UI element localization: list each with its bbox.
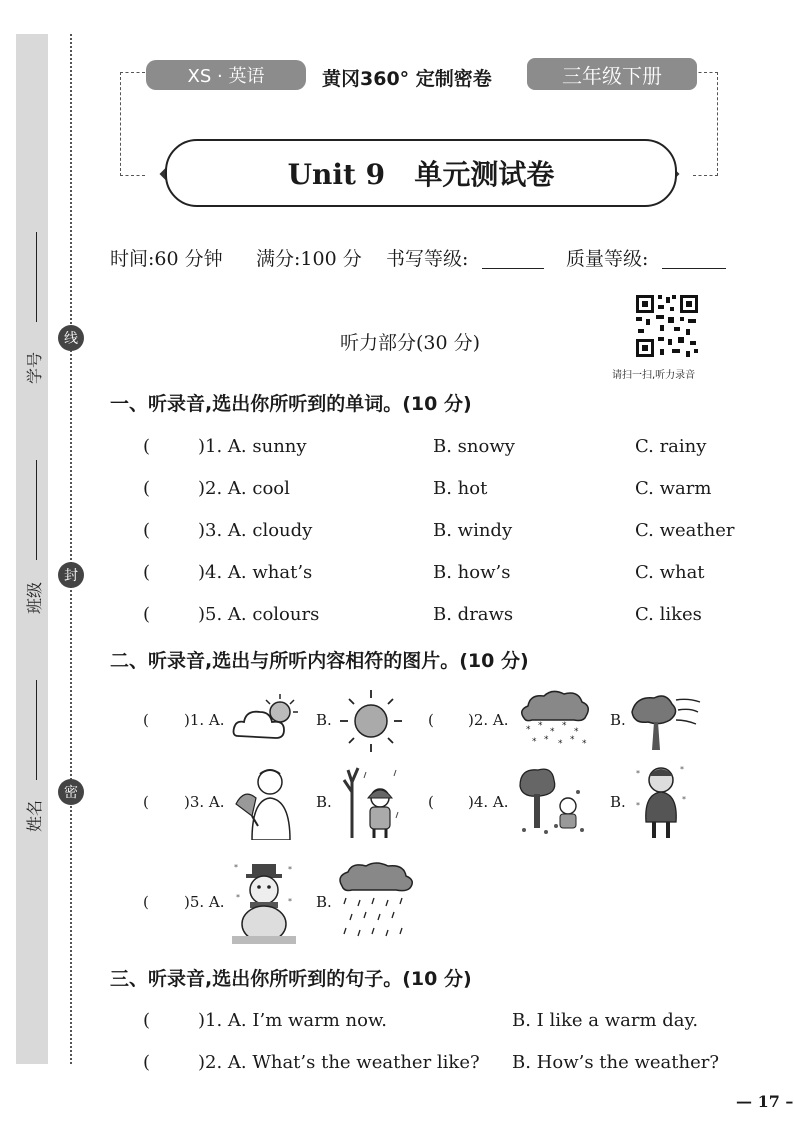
- time-info: 时间:60 分钟: [110, 248, 223, 270]
- rain-cloud-icon[interactable]: [336, 860, 416, 944]
- sun-icon[interactable]: [338, 688, 404, 754]
- s2-q4-a-label: )4. A.: [468, 793, 509, 811]
- s1-q2-b: B. hot: [433, 478, 488, 499]
- header-bracket-right: [693, 72, 718, 176]
- s1-q5-a: )5. A. colours: [198, 604, 320, 625]
- page-title: Unit 9 单元测试卷: [165, 139, 677, 207]
- s3-q1-paren[interactable]: (: [143, 1010, 151, 1031]
- s1-q5-paren[interactable]: (: [143, 604, 151, 625]
- score-info: 满分:100 分: [256, 248, 362, 270]
- writing-grade-blank[interactable]: [482, 250, 544, 269]
- s2-q5-b-label: B.: [316, 893, 332, 911]
- class-line: [36, 460, 37, 560]
- name-line: [36, 680, 37, 780]
- student-id-line: [36, 232, 37, 322]
- quality-grade-label: 质量等级:: [566, 248, 649, 270]
- student-id-label: 学号: [25, 351, 44, 384]
- s2-q4-paren[interactable]: (: [428, 793, 434, 811]
- svg-text:*: *: [550, 727, 555, 737]
- quality-grade-blank[interactable]: [662, 250, 726, 269]
- header-bracket-left: [120, 72, 145, 176]
- subject-badge: XS · 英语: [146, 60, 306, 90]
- s3-q2-b: B. How’s the weather?: [512, 1052, 720, 1073]
- s2-q2-b-label: B.: [610, 711, 626, 729]
- section2-heading: 二、听录音,选出与所听内容相符的图片。(10 分): [110, 650, 529, 672]
- seal-line-mark: 线: [58, 325, 84, 351]
- svg-text:*: *: [582, 739, 587, 749]
- s3-q2-paren[interactable]: (: [143, 1052, 151, 1073]
- s2-q1-paren[interactable]: (: [143, 711, 149, 729]
- s2-q4-b-label: B.: [610, 793, 626, 811]
- page-number: — 17 –: [736, 1092, 794, 1111]
- svg-text:*: *: [538, 721, 543, 731]
- svg-text:*: *: [682, 795, 686, 804]
- s3-q1-b: B. I like a warm day.: [512, 1010, 699, 1031]
- s1-q5-c: C. likes: [635, 604, 702, 625]
- windy-tree-icon[interactable]: [626, 690, 702, 752]
- s1-q3-a: )3. A. cloudy: [198, 520, 313, 541]
- cold-child-icon[interactable]: [634, 762, 688, 840]
- svg-text:*: *: [288, 865, 292, 874]
- binding-strip: [16, 34, 48, 1064]
- seal-secret-mark: 密: [58, 779, 84, 805]
- s1-q1-c: C. rainy: [635, 436, 707, 457]
- svg-text:*: *: [532, 737, 537, 747]
- s3-q1-a: )1. A. I’m warm now.: [198, 1010, 387, 1031]
- s2-q2-a-label: )2. A.: [468, 711, 509, 729]
- listening-heading: 听力部分(30 分): [340, 332, 481, 354]
- s1-q4-a: )4. A. what’s: [198, 562, 313, 583]
- svg-text:*: *: [558, 739, 563, 749]
- s2-q1-b-label: B.: [316, 711, 332, 729]
- s1-q4-b: B. how’s: [433, 562, 511, 583]
- s2-q5-paren[interactable]: (: [143, 893, 149, 911]
- section1-heading: 一、听录音,选出你所听到的单词。(10 分): [110, 393, 472, 415]
- snow-cloud-icon[interactable]: [518, 688, 592, 750]
- svg-text:*: *: [636, 769, 640, 778]
- cloud-sun-icon[interactable]: [230, 690, 300, 746]
- seal-seal-mark: 封: [58, 562, 84, 588]
- class-label: 班级: [25, 581, 44, 614]
- writing-grade-label: 书写等级:: [386, 248, 469, 270]
- s2-q3-paren[interactable]: (: [143, 793, 149, 811]
- s2-q5-a-label: )5. A.: [184, 893, 225, 911]
- s1-q2-a: )2. A. cool: [198, 478, 290, 499]
- section3-heading: 三、听录音,选出你所听到的句子。(10 分): [110, 968, 472, 990]
- s1-q2-paren[interactable]: (: [143, 478, 151, 499]
- hot-man-fan-icon[interactable]: [232, 764, 300, 840]
- s2-q1-a-label: )1. A.: [184, 711, 225, 729]
- s1-q3-b: B. windy: [433, 520, 513, 541]
- s1-q2-c: C. warm: [635, 478, 712, 499]
- s1-q5-b: B. draws: [433, 604, 514, 625]
- snowman-icon[interactable]: [232, 860, 296, 944]
- name-label: 姓名: [25, 799, 44, 832]
- s1-q1-a: )1. A. sunny: [198, 436, 307, 457]
- svg-text:*: *: [636, 801, 640, 810]
- grade-badge: 三年级下册: [527, 58, 697, 90]
- s1-q4-paren[interactable]: (: [143, 562, 151, 583]
- svg-text:*: *: [234, 863, 238, 872]
- svg-text:*: *: [570, 735, 575, 745]
- svg-text:*: *: [288, 897, 292, 906]
- qr-caption: 请扫一扫,听力录音: [612, 370, 696, 381]
- qr-code-icon[interactable]: [634, 293, 700, 359]
- s1-q3-paren[interactable]: (: [143, 520, 151, 541]
- s1-q3-c: C. weather: [635, 520, 735, 541]
- svg-text:*: *: [544, 735, 549, 745]
- svg-text:*: *: [574, 727, 579, 737]
- svg-text:*: *: [562, 721, 567, 731]
- s1-q1-paren[interactable]: (: [143, 436, 151, 457]
- s2-q3-a-label: )3. A.: [184, 793, 225, 811]
- s1-q4-c: C. what: [635, 562, 705, 583]
- s3-q2-a: )2. A. What’s the weather like?: [198, 1052, 480, 1073]
- series-title: 黄冈360° 定制密卷: [322, 68, 492, 90]
- autumn-child-icon[interactable]: [516, 764, 590, 836]
- s2-q3-b-label: B.: [316, 793, 332, 811]
- s2-q2-paren[interactable]: (: [428, 711, 434, 729]
- child-rain-tree-icon[interactable]: [338, 762, 402, 840]
- s1-q1-b: B. snowy: [433, 436, 515, 457]
- svg-text:*: *: [236, 893, 240, 902]
- svg-text:*: *: [680, 765, 684, 774]
- binding-dotted-line: [70, 34, 72, 1064]
- svg-text:*: *: [526, 725, 531, 735]
